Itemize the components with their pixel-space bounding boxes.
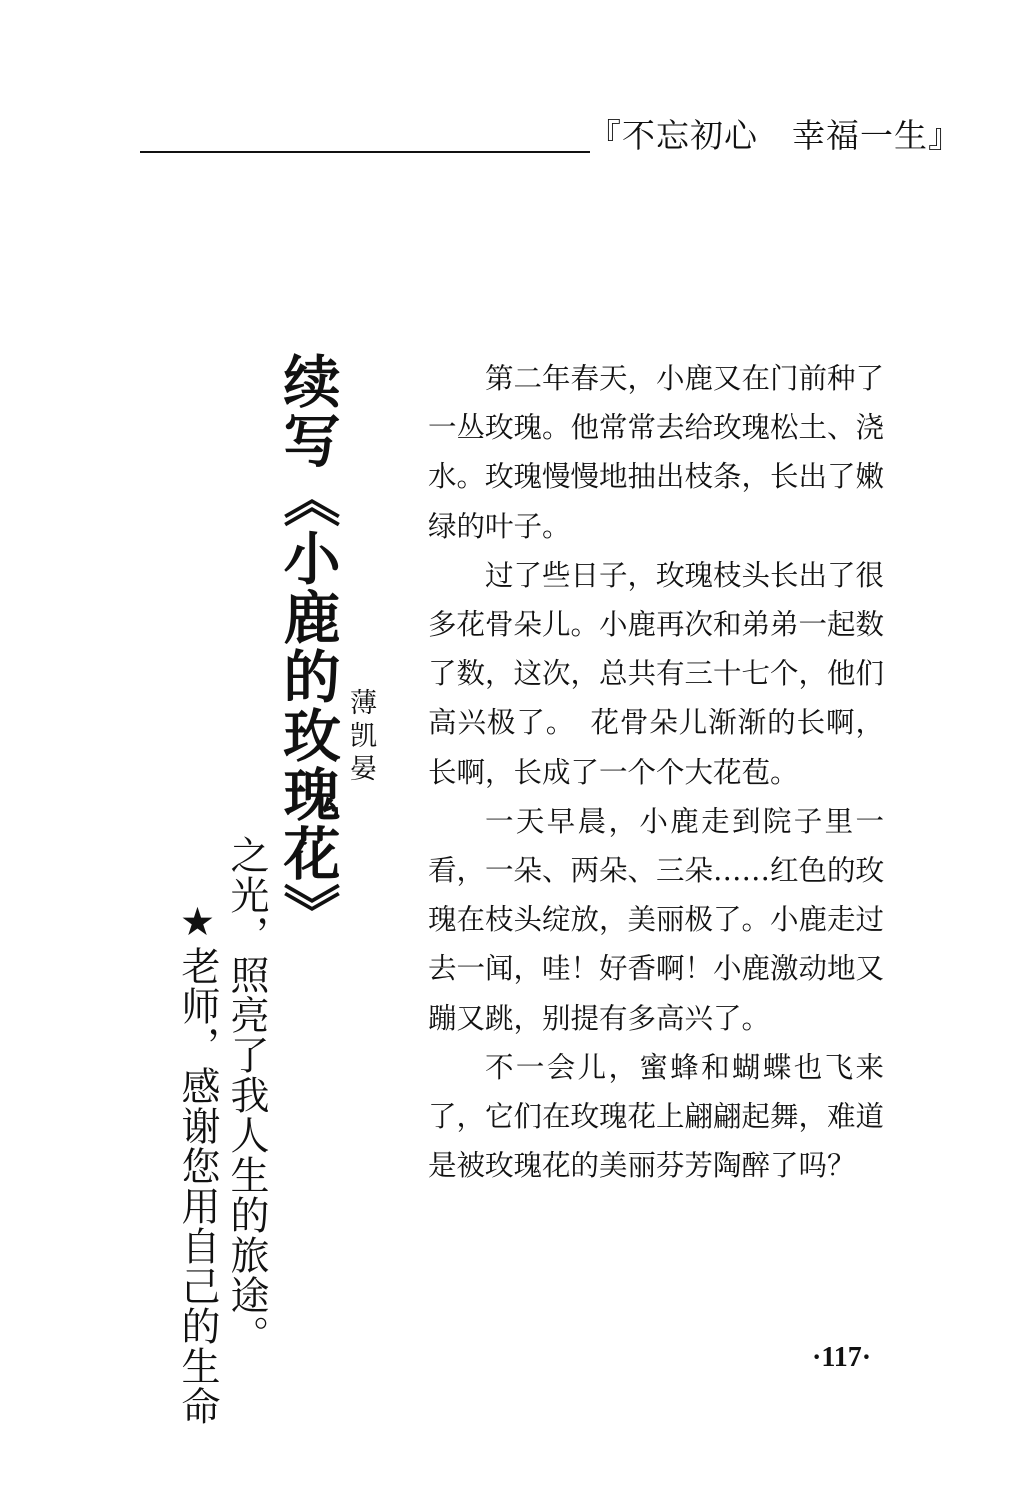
article-body bbox=[428, 354, 884, 1190]
sidebar-quote-line-1: 之光，照亮了我人生的旅途。 bbox=[224, 835, 269, 1355]
running-head: 『不忘初心 幸福一生』 bbox=[588, 116, 962, 155]
header-rule bbox=[140, 151, 590, 153]
article-title: 续写《小鹿的玫瑰花》 bbox=[274, 352, 341, 942]
body-paragraph: 一天早晨，小鹿走到院子里一看，一朵、两朵、三朵……红色的玫瑰在枝头绽放，美丽极了。小鹿走过去一闻，哇！好香啊！小鹿激动地又蹦又跳，别提有多高兴了。 bbox=[428, 804, 885, 1035]
body-paragraph: 第二年春天，小鹿又在门前种了一丛玫瑰。他常常去给玫瑰松土、浇水。玫瑰慢慢地抽出枝条，长出了嫩绿的叶子。 bbox=[428, 362, 885, 543]
author-name: 薄凯晏 bbox=[345, 688, 376, 787]
page-number: ·117· bbox=[812, 1342, 872, 1373]
sidebar-quote-line-2: ★老师，感谢您用自己的生命 bbox=[175, 900, 220, 1426]
body-paragraph: 过了些日子，玫瑰枝头长出了很多花骨朵儿。小鹿再次和弟弟一起数了数，这次，总共有三十七个，他们高兴极了。 花骨朵儿渐渐的长啊，长啊，长成了一个个大花苞。 bbox=[428, 558, 885, 789]
body-paragraph: 不一会儿，蜜蜂和蝴蝶也飞来了，它们在玫瑰花上翩翩起舞，难道是被玫瑰花的美丽芬芳陶醉了吗？ bbox=[428, 1050, 885, 1183]
